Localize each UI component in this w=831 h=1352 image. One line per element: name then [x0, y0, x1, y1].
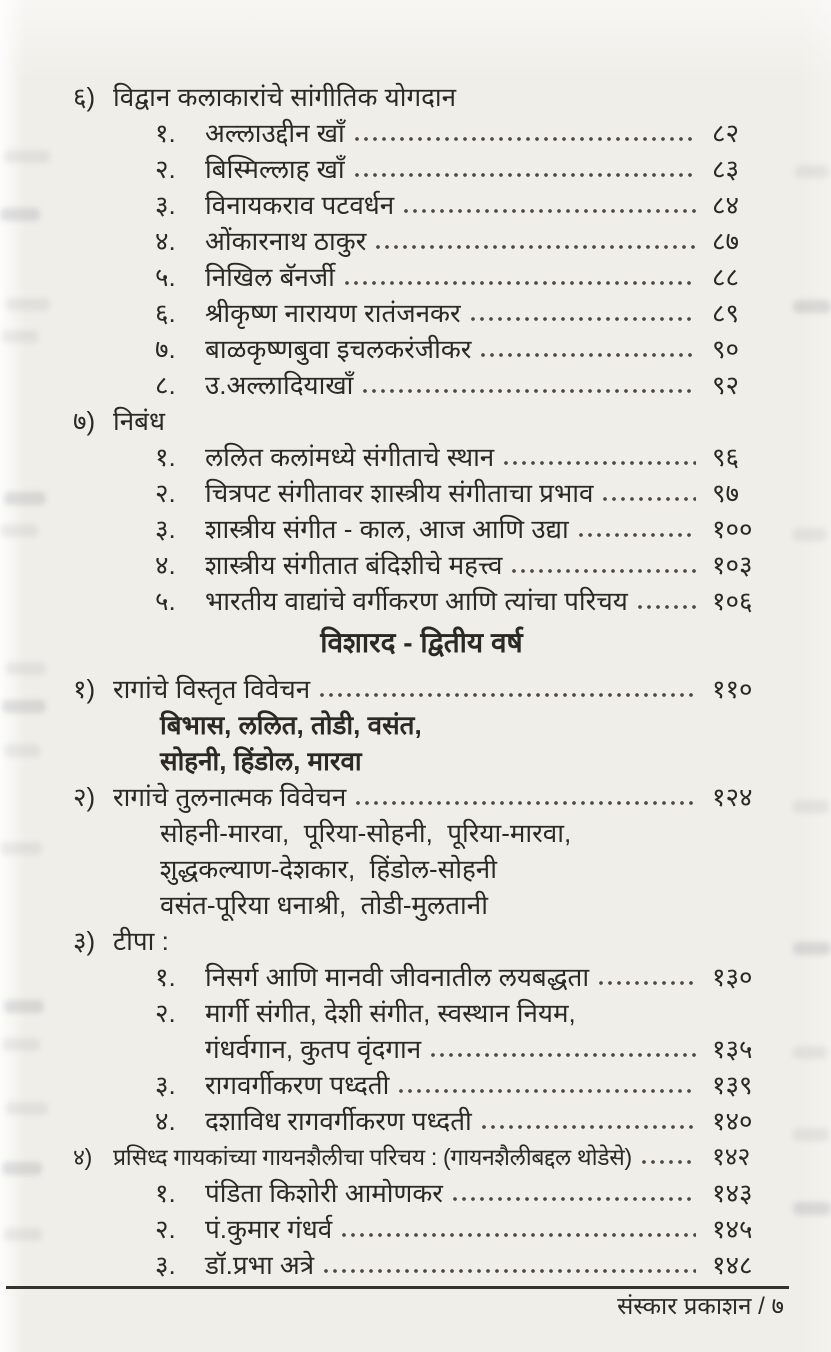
dotted-leader: [598, 980, 696, 986]
row-number: ६): [73, 82, 96, 112]
row-label: वसंत-पूरिया धनाश्री, तोडी-मुलतानी: [160, 890, 488, 920]
page-number: १४५: [712, 1214, 753, 1244]
toc-row: [73, 79, 770, 115]
row-number: १.: [155, 962, 176, 992]
toc-row: [73, 547, 770, 583]
page-number: १४३: [712, 1178, 753, 1208]
row-label: टीपा :: [113, 926, 169, 956]
row-label: रागांचे तुलनात्मक विवेचन: [113, 782, 347, 812]
dotted-leader: [511, 568, 696, 574]
row-label: निबंध: [113, 406, 166, 436]
row-label: दशाविध रागवर्गीकरण पध्दती: [205, 1106, 472, 1136]
row-label: विनायकराव पटवर्धन: [205, 190, 395, 220]
row-number: ४.: [155, 550, 176, 580]
row-label: विशारद - द्वितीय वर्ष: [320, 627, 523, 658]
dotted-leader: [641, 1159, 696, 1165]
toc-row: [73, 1175, 770, 1211]
page-number: १४२: [712, 1143, 751, 1171]
toc-part-heading: [73, 625, 770, 661]
page-number: १०३: [712, 550, 753, 580]
row-number: ४.: [155, 1106, 176, 1136]
page-number: १२४: [712, 782, 753, 812]
toc-row: [73, 367, 770, 403]
toc-row: [73, 1211, 770, 1247]
row-number: २.: [155, 998, 176, 1028]
publisher-page-number: संस्कार प्रकाशन / ७: [617, 1293, 784, 1320]
row-label: शुद्धकल्याण-देशकार, हिंडोल-सोहनी: [160, 854, 497, 884]
row-label: सोहनी-मारवा, पूरिया-सोहनी, पूरिया-मारवा,: [160, 818, 572, 848]
toc-row: [73, 1031, 770, 1067]
row-label: गंधर्वगान, कुतप वृंदगान: [205, 1034, 422, 1064]
toc-row: [73, 851, 770, 887]
row-number: ३.: [155, 190, 176, 220]
page-number: ११०: [712, 674, 753, 704]
toc-row: [73, 779, 770, 815]
toc-row: [73, 1139, 770, 1175]
row-number: १.: [155, 1178, 176, 1208]
page-number: १००: [712, 514, 753, 544]
footer-divider: [6, 1286, 789, 1289]
toc-row: [73, 959, 770, 995]
dotted-leader: [344, 280, 696, 286]
page-number: १४०: [712, 1106, 753, 1136]
toc-row: [73, 815, 770, 851]
row-number: ३.: [155, 1070, 176, 1100]
page-number: ९७: [712, 478, 740, 508]
row-label: प्रसिध्द गायकांच्या गायनशैलीचा परिचय : (गायनशैलीबद्दल थोडेसे): [113, 1144, 632, 1170]
toc-row: [73, 1103, 770, 1139]
toc-row: [73, 583, 770, 619]
page-number: १३९: [712, 1070, 753, 1100]
dotted-leader: [398, 1088, 696, 1094]
dotted-leader: [452, 1196, 696, 1202]
toc-row: [73, 1247, 770, 1283]
page-number: १३५: [712, 1034, 753, 1064]
row-number: २.: [155, 1214, 176, 1244]
page-number: ८२: [712, 118, 740, 148]
row-label: ओंकारनाथ ठाकुर: [205, 226, 367, 256]
row-label: शास्त्रीय संगीत - काल, आज आणि उद्या: [205, 514, 569, 544]
toc-row: [73, 187, 770, 223]
dotted-leader: [637, 604, 696, 610]
row-label: बिभास, ललित, तोडी, वसंत,: [160, 710, 422, 740]
row-label: भारतीय वाद्यांचे वर्गीकरण आणि त्यांचा परिचय: [205, 586, 628, 616]
dotted-leader: [375, 244, 696, 250]
page-number: ८३: [712, 154, 740, 184]
toc-row: [73, 707, 770, 743]
row-number: २): [73, 782, 96, 812]
row-label: सोहनी, हिंडोल, मारवा: [160, 746, 362, 776]
row-label: रागांचे विस्तृत विवेचन: [113, 674, 311, 704]
row-number: ४.: [155, 226, 176, 256]
row-label: उ.अल्लादियाखाँ: [205, 370, 354, 400]
row-label: निखिल बॅनर्जी: [205, 262, 335, 292]
toc-row: [73, 259, 770, 295]
row-number: ७.: [155, 334, 176, 364]
dotted-leader: [323, 1268, 696, 1274]
toc-row: [73, 475, 770, 511]
page-number: १०६: [712, 586, 753, 616]
row-label: पंडिता किशोरी आमोणकर: [205, 1178, 443, 1208]
page-number: ८४: [712, 190, 740, 220]
row-label: निसर्ग आणि मानवी जीवनातील लयबद्धता: [205, 962, 590, 992]
row-number: ३): [73, 926, 96, 956]
dotted-leader: [481, 1124, 696, 1130]
row-label: रागवर्गीकरण पध्दती: [205, 1070, 390, 1100]
row-number: ४): [73, 1144, 93, 1170]
row-number: ५.: [155, 262, 176, 292]
toc-row: [73, 743, 770, 779]
toc-row: [73, 995, 770, 1031]
row-number: ३.: [155, 514, 176, 544]
dotted-leader: [503, 460, 696, 466]
row-number: ७): [73, 406, 96, 436]
row-number: १.: [155, 442, 176, 472]
row-label: बाळकृष्णबुवा इचलकरंजीकर: [205, 334, 472, 364]
toc-row: [73, 403, 770, 439]
row-label: ललित कलांमध्ये संगीताचे स्थान: [205, 442, 495, 472]
page-number: ८९: [712, 298, 740, 328]
dotted-leader: [354, 136, 696, 142]
page-number: ८८: [712, 262, 740, 292]
dotted-leader: [354, 172, 696, 178]
toc-row: [73, 887, 770, 923]
toc-row: [73, 923, 770, 959]
row-label: डॉ.प्रभा अत्रे: [205, 1250, 315, 1280]
row-label: श्रीकृष्ण नारायण रातंजनकर: [205, 298, 461, 328]
page-number: ९६: [712, 442, 740, 472]
toc-row: [73, 439, 770, 475]
toc-row: [73, 1067, 770, 1103]
dotted-leader: [430, 1052, 696, 1058]
toc-row: [73, 331, 770, 367]
toc-row: [73, 671, 770, 707]
dotted-leader: [403, 208, 696, 214]
dotted-leader: [602, 496, 696, 502]
toc-row: [73, 295, 770, 331]
row-number: २.: [155, 154, 176, 184]
row-number: ६.: [155, 298, 176, 328]
row-number: ८.: [155, 370, 176, 400]
page-number: ९०: [712, 334, 740, 364]
row-label: पं.कुमार गंधर्व: [205, 1214, 333, 1244]
dotted-leader: [362, 388, 696, 394]
toc-row: [73, 511, 770, 547]
page-number: १४८: [712, 1250, 753, 1280]
page-number: १३०: [712, 962, 753, 992]
page-number: ९२: [712, 370, 740, 400]
row-label: अल्लाउद्दीन खाँ: [205, 118, 345, 148]
toc-row: [73, 223, 770, 259]
toc-row: [73, 151, 770, 187]
row-number: १.: [155, 118, 176, 148]
row-label: विद्वान कलाकारांचे सांगीतिक योगदान: [113, 82, 457, 112]
row-number: १): [73, 674, 96, 704]
row-label: मार्गी संगीत, देशी संगीत, स्वस्थान नियम,: [205, 998, 576, 1028]
row-number: ३.: [155, 1250, 176, 1280]
dotted-leader: [341, 1232, 696, 1238]
row-label: शास्त्रीय संगीतात बंदिशीचे महत्त्व: [205, 550, 503, 580]
row-number: २.: [155, 478, 176, 508]
row-number: ५.: [155, 586, 176, 616]
row-label: बिस्मिल्लाह खाँ: [205, 154, 345, 184]
dotted-leader: [578, 532, 696, 538]
toc-row: [73, 115, 770, 151]
dotted-leader: [480, 352, 696, 358]
dotted-leader: [470, 316, 696, 322]
dotted-leader: [319, 692, 696, 698]
row-label: चित्रपट संगीतावर शास्त्रीय संगीताचा प्रभाव: [205, 478, 594, 508]
page-number: ८७: [712, 226, 740, 256]
dotted-leader: [355, 800, 696, 806]
